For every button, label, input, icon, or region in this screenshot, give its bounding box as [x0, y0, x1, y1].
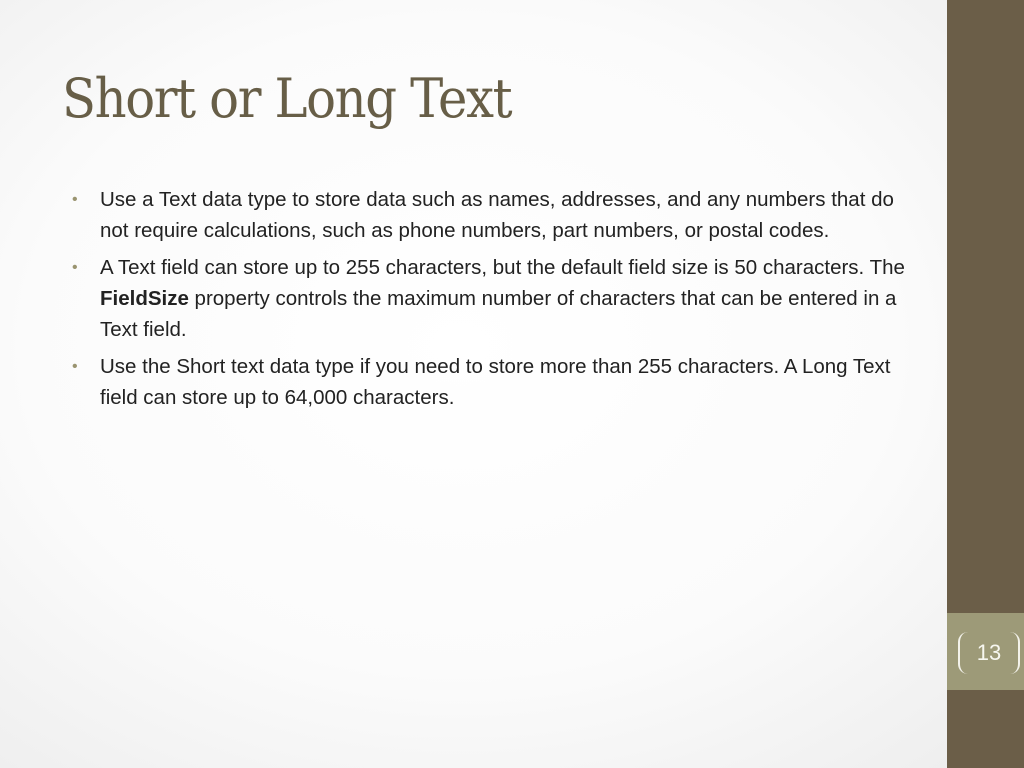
bullet-icon: • [72, 358, 78, 375]
bullet-item [72, 184, 912, 246]
bullet-item [72, 351, 912, 413]
bullet-icon: • [72, 259, 78, 276]
bullet-text: Use a Text data type to store data such as names, addresses, and any numbers that do not require calculations, such as phone numbers, part numbers, or postal codes. [100, 188, 894, 242]
bullet-bold-term: FieldSize [100, 287, 189, 310]
slide-title: Short or Long Text [62, 67, 512, 130]
bullet-text: Use the Short text data type if you need to store more than 255 characters. A Long Text field can store up to 64,000 characters. [100, 355, 891, 409]
bullet-item [72, 252, 912, 345]
bullet-list [72, 184, 912, 419]
bullet-text: property controls the maximum number of characters that can be entered in a Text field. [100, 287, 897, 341]
page-number: 13 [958, 632, 1020, 674]
bullet-text: A Text field can store up to 255 characters, but the default field size is 50 characters. The [100, 256, 905, 279]
bullet-icon: • [72, 191, 78, 208]
